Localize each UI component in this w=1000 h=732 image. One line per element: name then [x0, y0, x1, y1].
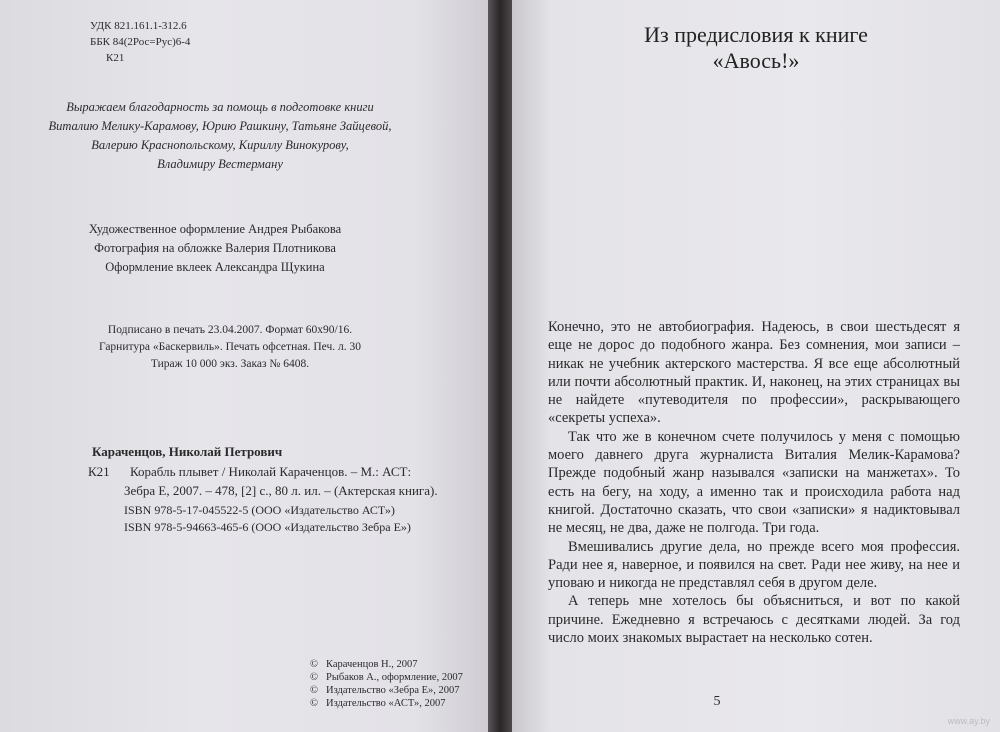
- paragraph: Вмешивались другие дела, но прежде всего моя профессия. Ради нее я, наверное, и появился на свет. Ради нее живу, на нее и уповаю и никогда не представлял себя в другом деле.: [548, 538, 960, 592]
- print-info: Подписано в печать 23.04.2007. Формат 60х90/16. Гарнитура «Баскервиль». Печать офсетная. Печ. л. 30 Тираж 10 000 экз. Заказ № 6408.: [98, 324, 362, 370]
- page-title: Из предисловия к книге «Авось!»: [644, 22, 868, 73]
- paragraph: Конечно, это не автобиография. Надеюсь, в свои шестьдесят я еще не дорос до подобного жанра. Без сомнения, мои записи – никак не учебник актерского мастерства. Я все еще абсолютный или почти абсолютный практик. И, наконец, на этих страницах вы не найдете «путеводителя по профессии», раскрывающего «секреты успеха».: [548, 319, 960, 427]
- copyright-icon: ©: [310, 698, 318, 709]
- author-mark: К21: [106, 52, 125, 64]
- bbk-code: ББК 84(2Рос=Рус)6-4: [90, 36, 191, 48]
- copyright-icon: ©: [310, 659, 318, 670]
- paragraph: Так что же в конечном счете получилось у меня с помощью моего давнего друга журналиста Виталия Мелик-Карамова? Прежде подобный жанр назывался «записки на манжетах». То есть на бегу, на ходу, а именно так и происходила работа над книгой. Достаточно сказать, что свои «записки» я надиктовывал не месяц, не два, даже не полгода. Три года.: [548, 428, 960, 537]
- acknowledgements: Выражаем благодарность за помощь в подготовке книги Виталию Мелику-Карамову, Юрию Рашкину, Татьяне Зайцевой, Валерию Краснопольскому, Кириллу Винокурову, Владимиру Вестерману: [48, 100, 392, 171]
- left-page: [0, 0, 488, 732]
- copyright-icon: ©: [310, 685, 318, 696]
- isbn-line: ISBN 978-5-94663-465-6 (ООО «Издательство Зебра Е»): [124, 520, 411, 534]
- bib-line: Зебра Е, 2007. – 478, [2] с., 80 л. ил. – (Актерская книга).: [124, 483, 438, 498]
- isbn-line: ISBN 978-5-17-045522-5 (ООО «Издательство АСТ»): [124, 503, 395, 517]
- paragraph: А теперь мне хотелось бы объясниться, и вот по какой причине. Ежедневно я встречаюсь с десятками людей. За год число моих знакомых вырастает на несколько сотен.: [548, 593, 960, 647]
- watermark: www.ay.by: [947, 716, 990, 726]
- copyright-icon: ©: [310, 672, 318, 683]
- right-page: [512, 0, 1000, 732]
- isbn-list: [124, 502, 411, 536]
- bib-line: Корабль плывет / Николай Караченцов. – М.: АСТ:: [130, 464, 412, 479]
- bibliographic-record: [88, 462, 438, 500]
- page-number: 5: [713, 694, 721, 709]
- copyright-block: © Караченцов Н., 2007 © Рыбаков А., оформление, 2007 © Издательство «Зебра Е», 2007 © Издательство «АСТ», 2007: [310, 659, 463, 709]
- book-spine-gutter: [488, 0, 512, 732]
- bib-code: К21: [88, 464, 110, 479]
- design-credits: Художественное оформление Андрея Рыбакова Фотография на обложке Валерия Плотникова Оформление вклеек Александра Щукина: [88, 222, 342, 274]
- preface-text: [548, 318, 960, 647]
- classification-codes: [90, 18, 190, 66]
- author-heading: Караченцов, Николай Петрович: [92, 444, 283, 459]
- udk-code: УДК 821.161.1-312.6: [90, 20, 187, 32]
